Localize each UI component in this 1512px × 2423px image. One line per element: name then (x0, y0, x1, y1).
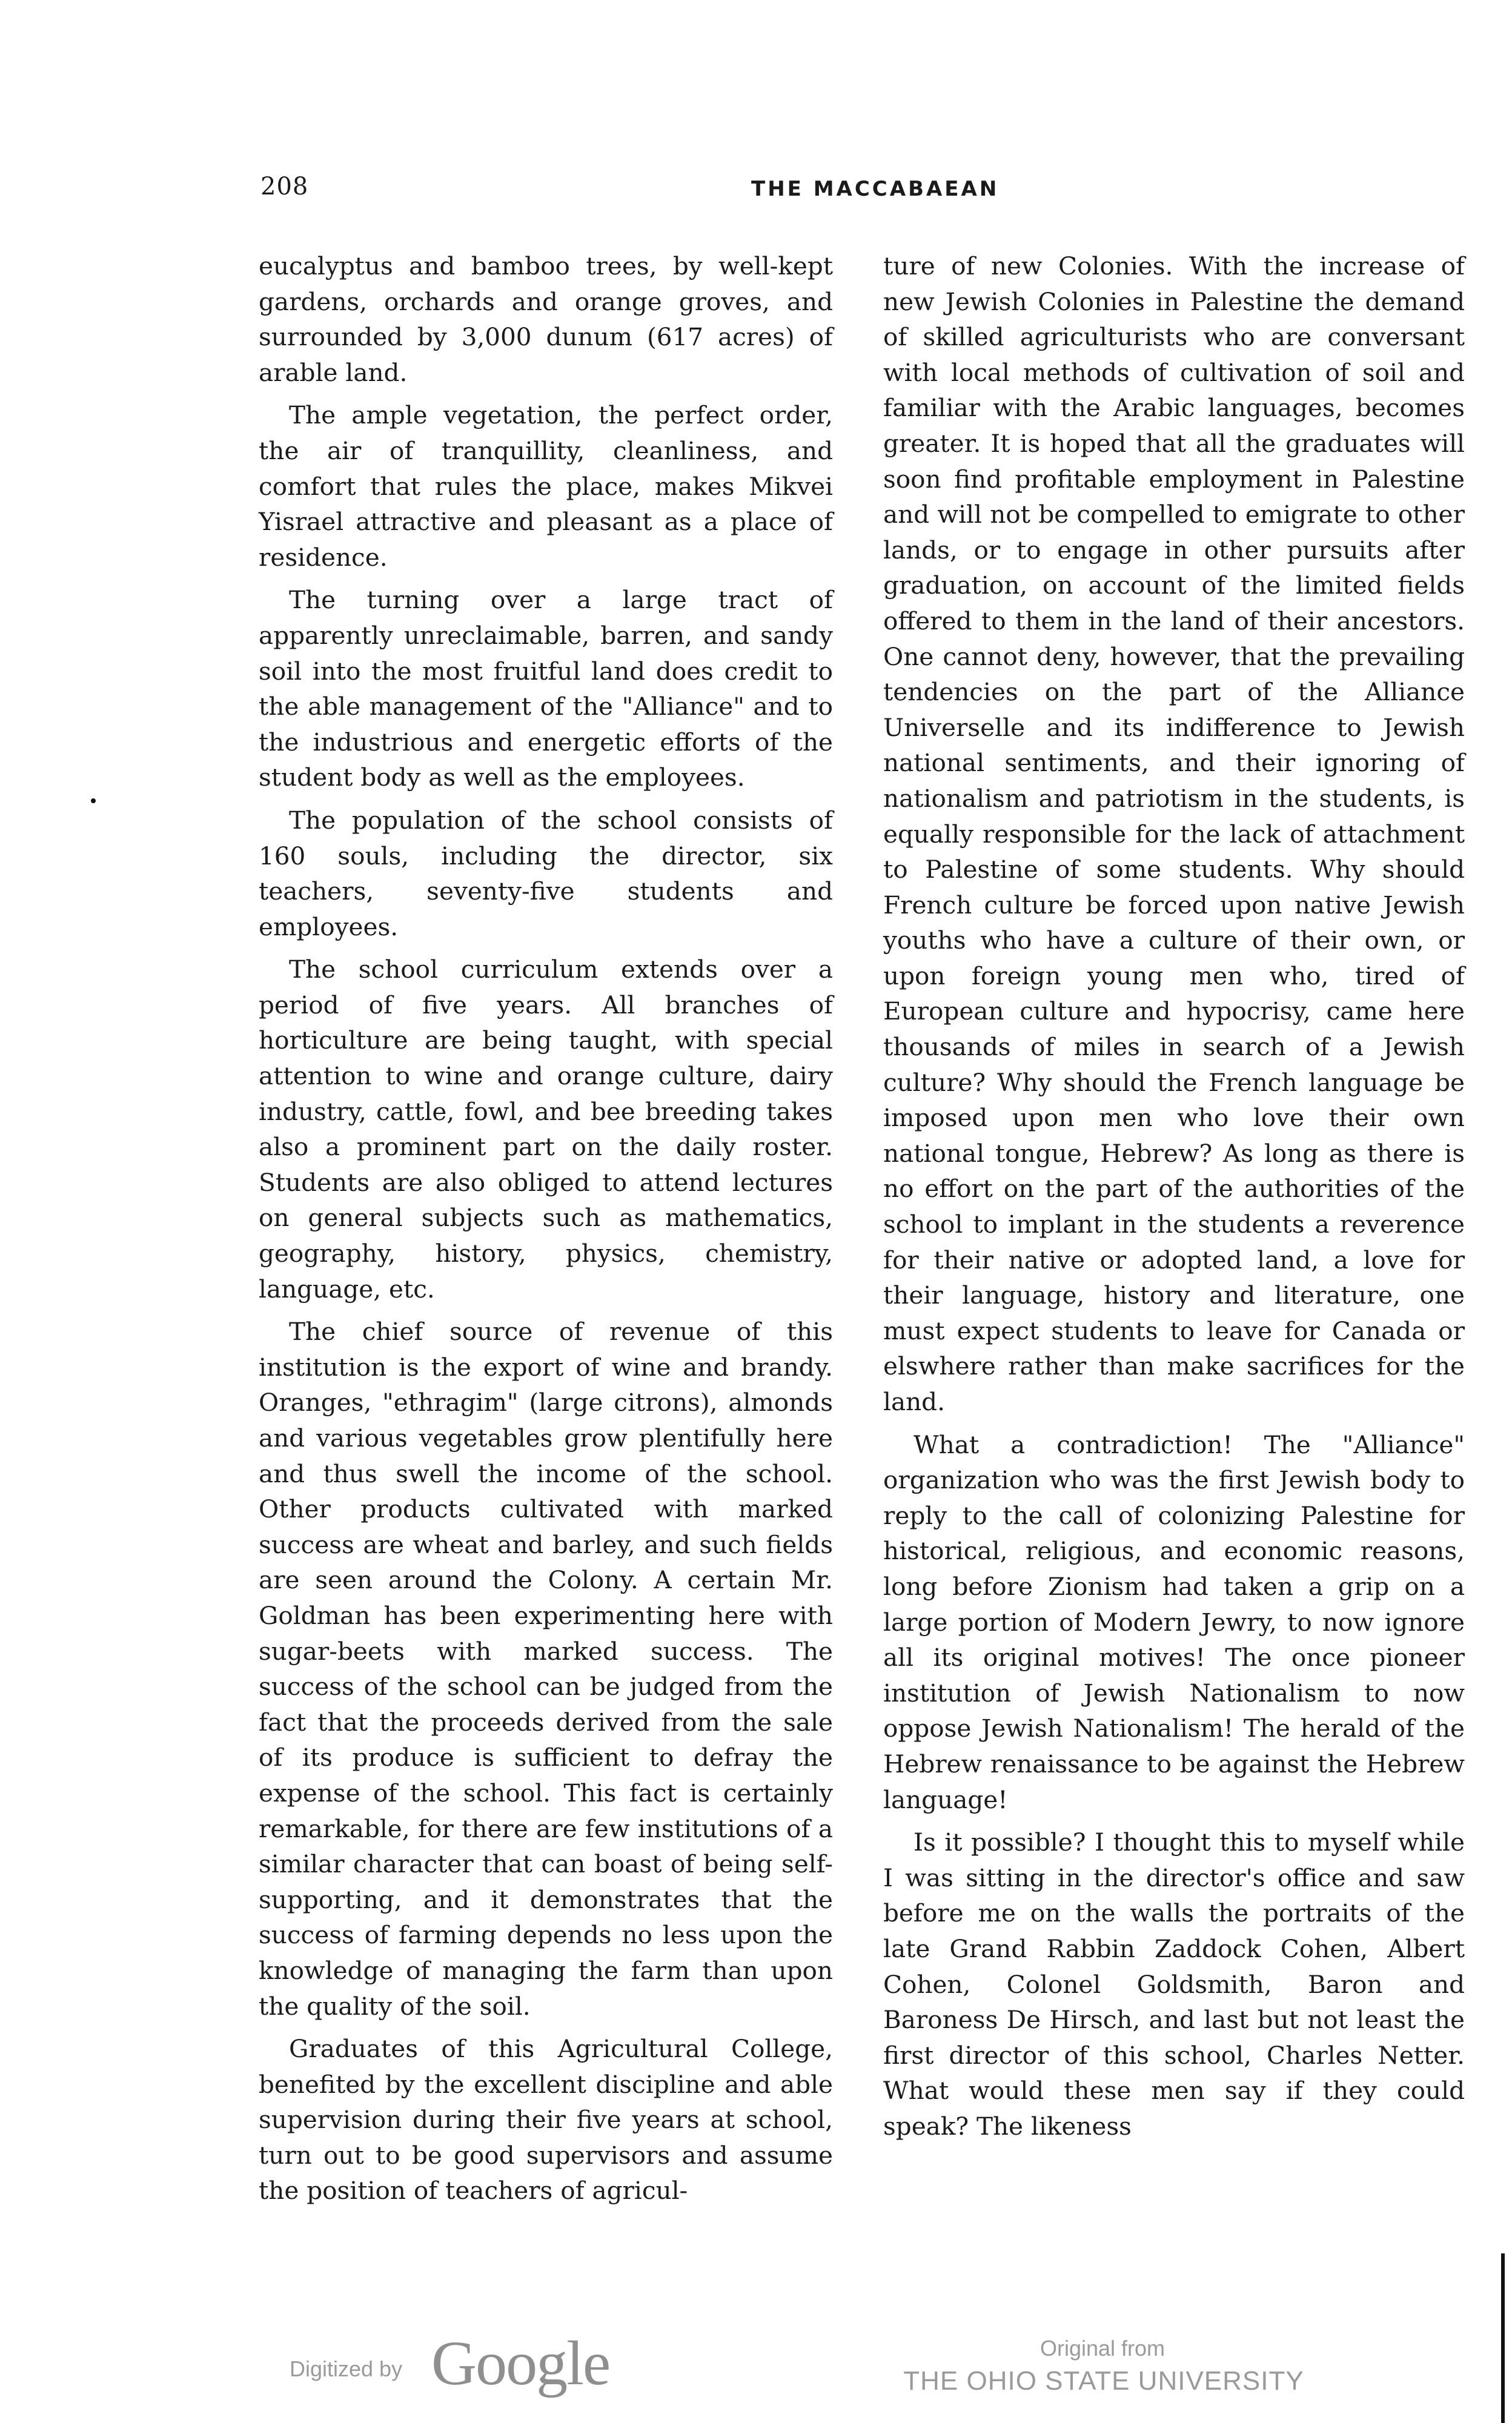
original-from-label: Original from (1040, 2336, 1166, 2361)
scan-edge-mark (91, 798, 96, 803)
page-number: 208 (260, 173, 309, 201)
paragraph: The school curriculum extends over a period of five years. All branches of horticulture are being taught, with special attention to wine and orange culture, dairy industry, cattle, fowl, and bee breeding takes also a prominent part on the daily roster. Students are also obliged to attend lectures on general subjects such as mathematics, geography, history, physics, chemistry, language, etc. (259, 955, 833, 1304)
paragraph: The chief source of revenue of this institution is the export of wine and brandy. Oranges, "ethragim" (large citrons), almonds and various vegetables grow plentifully here and thus swell the income of the school. Other products cultivated with marked success are wheat and barley, and such fields are seen around the Colony. A certain Mr. Goldman has been experimenting here with sugar-beets with marked success. The success of the school can be judged from the fact that the proceeds derived from the sale of its produce is sufficient to defray the expense of the school. This fact is certainly remarkable, for there are few institutions of a similar character that can boast of being self-supporting, and it demonstrates that the success of farming depends no less upon the knowledge of managing the farm than upon the quality of the soil. (259, 1317, 833, 2021)
institution-label: THE OHIO STATE UNIVERSITY (903, 2366, 1304, 2396)
paragraph: Is it possible? I thought this to myself while I was sitting in the director's office and saw before me on the walls the portraits of the late Grand Rabbin Zaddock Cohen, Albert Cohen, Colonel Goldsmith, Baron and Baroness De Hirsch, and last but not least the first director of this school, Charles Netter. What would these men say if they could speak? The likeness (883, 1828, 1465, 2141)
running-head: THE MACCABAEAN (751, 177, 1000, 201)
google-logo: Google (431, 2329, 610, 2398)
digitized-by-label: Digitized by (290, 2356, 403, 2381)
paragraph: The turning over a large tract of apparently unreclaimable, barren, and sandy soil into the most fruitful land does credit to the able management of the "Alliance" and to the industrious and energetic efforts of the student body as well as the employees. (259, 585, 833, 792)
paragraph: The population of the school consists of 160 souls, including the director, six teachers, seventy-five students and employees. (259, 805, 833, 941)
paragraph: ture of new Colonies. With the increase of new Jewish Colonies in Palestine the demand of skilled agriculturists who are conversant with local methods of cultivation of soil and familiar with the Arabic languages, becomes greater. It is hoped that all the graduates will soon find profitable employment in Palestine and will not be compelled to emigrate to other lands, or to engage in other pursuits after graduation, on account of the limited fields offered to them in the land of their ancestors. One cannot deny, however, that the prevailing tendencies on the part of the Alliance Universelle and its indifference to Jewish national sentiments, and their ignoring of nationalism and patriotism in the students, is equally responsible for the lack of attachment to Palestine of some students. Why should French culture be forced upon native Jewish youths who have a culture of their own, or upon foreign young men who, tired of European culture and hypocrisy, came here thousands of miles in search of a Jewish culture? Why should the French language be imposed upon men who love their own national tongue, Hebrew? As long as there is no effort on the part of the authorities of the school to implant in the students a reverence for their native or adopted land, a love for their language, history and literature, one must expect students to leave for Canada or elswhere rather than make sacrifices for the land. (883, 251, 1465, 1416)
paragraph: What a contradiction! The "Alliance" organization who was the first Jewish body to reply to the call of colonizing Palestine for historical, religious, and economic reasons, long before Zionism had taken a grip on a large portion of Modern Jewry, to now ignore all its original motives! The once pioneer institution of Jewish Nationalism to now oppose Jewish Nationalism! The herald of the Hebrew renaissance to be against the Hebrew language! (883, 1430, 1465, 1814)
paragraph: Graduates of this Agricultural College, benefited by the excellent discipline and able supervision during their five years at school, turn out to be good supervisors and assume the position of teachers of agricul- (259, 2034, 833, 2206)
right-column (883, 248, 1465, 2151)
scan-edge-mark (1501, 2253, 1505, 2423)
paragraph: eucalyptus and bamboo trees, by well-kept gardens, orchards and orange groves, and surrounded by 3,000 dunum (617 acres) of arable land. (259, 251, 833, 387)
left-column (259, 248, 833, 2216)
paragraph: The ample vegetation, the perfect order, the air of tranquillity, cleanliness, and comfort that rules the place, makes Mikvei Yisrael attractive and pleasant as a place of residence. (259, 400, 833, 572)
